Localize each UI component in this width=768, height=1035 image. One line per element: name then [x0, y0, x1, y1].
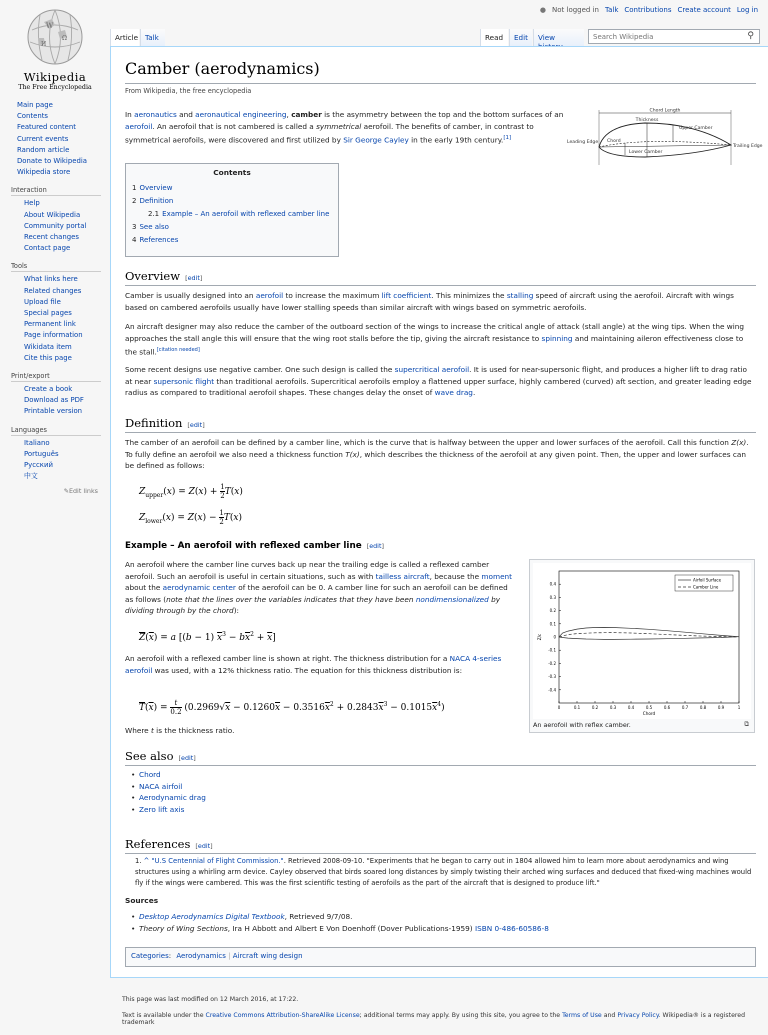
sidebar-item[interactable]: [14, 471, 110, 482]
sidebar-interaction: [11, 186, 110, 254]
legend-entry: Camber Line: [693, 584, 719, 590]
sidebar-item[interactable]: [14, 330, 110, 341]
svg-text:И: И: [41, 41, 47, 48]
edit-section-link[interactable]: edit: [369, 542, 382, 550]
tab-read[interactable]: Read: [480, 29, 508, 46]
sidebar-link[interactable]: Community portal: [24, 221, 87, 230]
puzzle-globe-icon: [24, 6, 86, 68]
overview-paragraph-3: Some recent designs use negative camber. One such design is called the supercritical aerofoil. It is used for near-supersonic flight, and produces a higher lift to drag ratio at near supersonic flight than traditional aerofoils. Supercritical aerofoils employ a flattened upper surface, highly cambered (curved) aft section, and greater leading edge radius as compared to traditional aerofoil shapes. These changes delay the onset of wave drag.: [125, 365, 752, 398]
sidebar-link[interactable]: Русский: [24, 461, 53, 470]
contributions-link[interactable]: Contributions: [624, 6, 672, 14]
y-tick-label: -0.4: [548, 687, 556, 693]
example-paragraph-3: Where t is the thickness ratio.: [125, 726, 235, 735]
x-tick-label: 0.2: [591, 705, 599, 710]
wikipedia-logo[interactable]: [10, 6, 100, 91]
interaction-heading: Interaction: [11, 186, 101, 196]
link-isbn[interactable]: ISBN 0-486-60586-8: [474, 923, 549, 933]
link-centennial-flight[interactable]: "U.S Centennial of Flight Commission.": [151, 857, 284, 865]
sidebar-link[interactable]: Cite this page: [24, 353, 72, 362]
last-modified: This page was last modified on 12 March 2016, at 17:22.: [122, 996, 299, 1003]
sidebar-item[interactable]: [14, 406, 110, 417]
tools-heading: Tools: [11, 262, 101, 272]
link-naca-4-series[interactable]: NACA 4-series aerofoil: [125, 654, 502, 675]
x-tick-label: 0.9: [717, 705, 725, 710]
definition-paragraph: The camber of an aerofoil can be defined by a camber line, which is the curve that is halfway between the upper and lower surfaces of the aerofoil. Call this function Z(x). To fully define an aerofoil we also need a thickness function T(x), which describes the thickness of the aerofoil at any given point. Then, the upper and lower surfaces can be defined as follows:: [125, 438, 749, 471]
category-aircraft-wing-design[interactable]: Aircraft wing design: [232, 952, 303, 960]
page-title: Camber (aerodynamics): [125, 59, 320, 78]
sidebar-item[interactable]: [14, 145, 110, 156]
sidebar-item[interactable]: [14, 308, 110, 319]
link-nondimensionalized[interactable]: nondimensionalized: [415, 594, 489, 604]
print-heading: Print/export: [11, 372, 101, 382]
y-tick-label: 0.2: [549, 608, 556, 614]
x-tick-label: 0.1: [573, 705, 581, 710]
sidebar-item[interactable]: [14, 198, 110, 209]
sidebar-item[interactable]: [14, 232, 110, 243]
list-item[interactable]: • NACA airfoil: [131, 781, 206, 793]
not-logged-in: Not logged in: [552, 6, 599, 14]
languages-heading: Languages: [11, 426, 101, 436]
sidebar-link[interactable]: Random article: [17, 145, 70, 154]
x-tick-label: 0.3: [609, 705, 617, 710]
sidebar-link[interactable]: Contents: [17, 112, 48, 121]
x-tick-label: 0.5: [645, 705, 653, 710]
reflex-camber-figure[interactable]: [529, 559, 755, 733]
tab-view-history[interactable]: View: [533, 29, 584, 46]
sidebar-item[interactable]: [14, 134, 110, 145]
tagline: The Free Encyclopedia: [18, 84, 92, 91]
sidebar-link[interactable]: Wikipedia store: [17, 168, 71, 177]
y-tick-label: 0.3: [549, 594, 556, 600]
sidebar-link[interactable]: Special pages: [24, 309, 72, 318]
edit-section-link[interactable]: edit: [197, 842, 211, 850]
sidebar-link[interactable]: Contact page: [24, 244, 71, 253]
edit-section-link[interactable]: edit: [189, 421, 203, 429]
overview-paragraph-1: Camber is usually designed into an aerofoil to increase the maximum lift coefficient. This minimizes the stalling speed of aircraft using the aerofoil. Aircraft with wings based on cambered aerofoils usually have lower stalling speeds than similar aircraft with wings based on symmetric aerofoils.: [125, 291, 734, 312]
categories-link[interactable]: Categories: [131, 952, 169, 960]
edit-section-link[interactable]: edit: [181, 754, 194, 762]
y-tick-label: 0: [553, 634, 556, 640]
link-moment[interactable]: moment: [481, 571, 513, 581]
sidebar-item[interactable]: [14, 438, 110, 449]
sidebar-link[interactable]: Recent changes: [24, 233, 79, 242]
list-item: • Desktop Aerodynamics Digital Textbook, Retrieved 9/7/08.: [131, 911, 756, 923]
sidebar-link[interactable]: Upload file: [24, 297, 61, 306]
list-item: • Theory of Wing Sections, Ira H Abbott and Albert E Von Doenhoff (Dover Publications-1959) ISBN 0-486-60586-8: [131, 923, 756, 935]
table-of-contents: [125, 163, 339, 257]
references-heading: References [edit]: [125, 837, 756, 854]
y-tick-label: -0.3: [548, 674, 556, 680]
definition-heading: Definition [edit]: [125, 416, 756, 433]
search-icon[interactable]: ⚲: [747, 31, 754, 41]
y-tick-label: 0.4: [549, 581, 556, 587]
link-aeronautics[interactable]: aeronautics: [134, 110, 177, 119]
camber-diagram[interactable]: [565, 105, 763, 171]
x-tick-label: 0.4: [627, 705, 635, 710]
toc-item[interactable]: 4 References: [132, 236, 179, 244]
sidebar-item[interactable]: [14, 286, 110, 297]
sidebar-link[interactable]: Featured content: [17, 123, 76, 132]
category-aerodynamics[interactable]: Aerodynamics: [176, 952, 226, 960]
link-stalling[interactable]: stalling: [506, 291, 534, 300]
wordmark: Wikipedia: [23, 70, 87, 84]
y-tick-label: -0.2: [548, 660, 556, 666]
tab-article[interactable]: Article: [110, 29, 139, 46]
tab-edit[interactable]: Edit: [509, 29, 532, 46]
pencil-icon: ✎: [63, 487, 69, 496]
link-tailless-aircraft[interactable]: tailless aircraft: [375, 571, 430, 581]
sidebar-link[interactable]: Donate to Wikipedia: [17, 157, 87, 166]
reference-1: 1. ^ "U.S Centennial of Flight Commission.". Retrieved 2008-09-10. "Experiments that he began to carry out in 1804 allowed him to learn more about aerodynamics and wing structures using a whirling arm device. Cayley observed that birds soared long distances by simply twisting their arched wing surfaces and deduced that fixed-wing machines would fly if the wings were cambered. This was the first scientific testing of aerofoils as the part of the aircraft that is designed to produce lift.": [135, 857, 752, 887]
diagram-upper-camber: Upper Camber: [679, 126, 713, 131]
sidebar-link[interactable]: Create a book: [24, 385, 73, 394]
sidebar-item[interactable]: [14, 297, 110, 308]
equation-camber-line: $\overline{Z}(\overline{x}) = a$ [(b − 1) $\overline{x}^3 - b\overline{x}^2 + \overline{x}$]: [139, 631, 276, 643]
category-links: Categories: Aerodynamics | Aircraft wing design: [125, 947, 756, 967]
sidebar-link[interactable]: About Wikipedia: [24, 210, 81, 219]
reflex-camber-chart: [533, 563, 751, 719]
sources-heading: Sources: [125, 896, 159, 905]
sidebar-print: [11, 372, 110, 418]
sidebar-item[interactable]: [14, 384, 110, 395]
y-tick-label: -0.1: [548, 647, 556, 653]
create-account-link[interactable]: Create account: [677, 6, 731, 14]
sidebar-item[interactable]: [14, 221, 110, 232]
toc-title: Contents: [213, 168, 251, 177]
link-aerodynamic-center[interactable]: aerodynamic center: [162, 583, 236, 593]
list-item[interactable]: • Chord: [131, 769, 206, 781]
overview-heading: Overview [edit]: [125, 269, 756, 286]
link-wave-drag[interactable]: wave drag: [434, 388, 473, 398]
toc-item[interactable]: 2 Definition: [132, 197, 174, 205]
search-input[interactable]: [588, 29, 760, 44]
toc-item[interactable]: 3 See also: [132, 223, 169, 231]
user-icon: ●: [539, 6, 547, 14]
ref-backlink[interactable]: ^: [143, 857, 150, 865]
example-paragraph-2: An aerofoil with a reflexed camber line is shown at right. The thickness distribution for a NACA 4-series aerofoil was used, with a 12% thickness ratio. The equation for this thickness distribution is:: [125, 654, 502, 675]
sidebar-link[interactable]: Wikidata item: [24, 342, 72, 351]
sidebar-item[interactable]: [14, 460, 110, 471]
citation-needed-link[interactable]: [citation needed]: [156, 347, 200, 354]
site-sub: From Wikipedia, the free encyclopedia: [125, 87, 252, 95]
link-aeronautical-engineering[interactable]: aeronautical engineering: [195, 110, 287, 119]
ref-1-link[interactable]: [1]: [503, 135, 512, 142]
diagram-lower-camber: Lower Camber: [629, 150, 663, 155]
sidebar-item[interactable]: [14, 243, 110, 254]
sources-list: [131, 911, 756, 934]
link-supercritical-aerofoil[interactable]: supercritical aerofoil: [394, 365, 470, 374]
x-tick-label: 0: [557, 705, 561, 710]
sidebar-item[interactable]: [14, 395, 110, 406]
edit-links[interactable]: ✎Edit links: [63, 487, 98, 496]
sidebar-item[interactable]: [14, 156, 110, 167]
sidebar-item[interactable]: [14, 342, 110, 353]
sidebar-item[interactable]: [14, 353, 110, 364]
sidebar-link[interactable]: Help: [24, 199, 40, 208]
footer: [122, 996, 762, 1035]
equation-z-upper: $Z_{upper}(x) = Z(x) + 1$ 2 T(x): [139, 483, 243, 500]
sidebar-link[interactable]: Português: [24, 449, 59, 458]
license-text: Text is available under the Creative Commons Attribution-ShareAlike License; additional terms may apply. By using this site, you agree to the Terms of Use and Privacy Policy. Wikipedia® is a registered trademark: [122, 1012, 746, 1026]
content-area: [110, 46, 768, 978]
list-item[interactable]: • Aerodynamic drag: [131, 792, 206, 804]
sidebar-link[interactable]: Main page: [17, 101, 53, 109]
sidebar: [0, 100, 110, 503]
link-aerofoil[interactable]: aerofoil: [125, 121, 153, 131]
talk-link[interactable]: Talk: [604, 6, 619, 14]
tab-talk[interactable]: Talk: [140, 29, 165, 46]
overview-paragraph-2: An aircraft designer may also reduce the camber of the outboard section of the wings to increase the critical angle of attack (stall angle) at the wing tips. When the wing approaches the stall angle this will ensure that the wing root stalls before the tip, giving the aircraft resistance to spinning and maintaining aileron effectiveness close to the stall.[citation needed]: [125, 322, 745, 357]
x-tick-label: 0.7: [681, 705, 689, 710]
sidebar-item[interactable]: [14, 167, 110, 178]
sidebar-item[interactable]: [14, 100, 110, 111]
toc-item[interactable]: 2.1 Example – An aerofoil with reflexed camber line: [148, 210, 330, 218]
list-item[interactable]: • Zero lift axis: [131, 804, 206, 816]
diagram-chord: Chord: [607, 139, 621, 144]
sidebar-link[interactable]: Current events: [17, 134, 69, 143]
y-axis-label: Z/c: [537, 633, 542, 641]
see-also-list: [131, 769, 206, 815]
link-lift-coefficient[interactable]: lift coefficient: [381, 291, 432, 300]
enlarge-icon[interactable]: ⧉: [744, 720, 749, 728]
sidebar-link[interactable]: Italiano: [24, 438, 50, 447]
sidebar-link[interactable]: Permanent link: [24, 320, 76, 329]
x-axis-label: Chord: [642, 711, 656, 716]
diagram-trailing-edge: Trailing Edge: [733, 144, 763, 149]
equation-thickness: $\overline{T}(\overline{x}) = \frac{t}{0.2}$ $(0.2969√x - 0.1260\overline{x} - 0.3516\overline{x}^2 + 0.2843\overline{x}^3 - 0.1015\overline{x}^4)$: [139, 699, 445, 716]
sidebar-item[interactable]: [14, 111, 110, 122]
sidebar-item[interactable]: [14, 210, 110, 221]
personal-tools: [540, 6, 758, 14]
sidebar-link[interactable]: Download as PDF: [24, 396, 84, 405]
sidebar-item[interactable]: [14, 449, 110, 460]
sidebar-link[interactable]: What links here: [24, 275, 78, 284]
link-george-cayley[interactable]: Sir George Cayley: [343, 135, 409, 145]
sidebar-link[interactable]: Page information: [24, 331, 83, 340]
sidebar-item[interactable]: [14, 274, 110, 285]
equation-z-lower: $Z_{lower}(x) = Z(x) - 1$ 2 T(x): [139, 509, 242, 526]
link-spinning[interactable]: spinning: [541, 333, 573, 343]
x-tick-label: 1: [737, 705, 741, 710]
diagram-chord-length: Chord Length: [649, 108, 681, 114]
link-terms[interactable]: Terms of Use: [562, 1012, 602, 1019]
sidebar-link[interactable]: Printable version: [24, 407, 83, 416]
sidebar-link[interactable]: Related changes: [24, 286, 82, 295]
svg-text:Ω: Ω: [62, 35, 67, 42]
sidebar-navigation: [14, 100, 110, 178]
link-desktop-aerodynamics[interactable]: Desktop Aerodynamics Digital Textbook: [139, 912, 285, 921]
link-aerofoil[interactable]: aerofoil: [255, 291, 284, 300]
x-tick-label: 0.8: [699, 705, 707, 710]
diagram-leading-edge: Leading Edge: [567, 140, 599, 145]
figure-caption: An aerofoil with reflex camber. ⧉: [533, 720, 749, 729]
diagram-thickness: Thickness: [635, 118, 659, 123]
sidebar-tools: [11, 262, 110, 364]
sidebar-languages: [11, 425, 110, 496]
sidebar-link[interactable]: 中文: [24, 472, 38, 481]
link-supersonic-flight[interactable]: supersonic flight: [153, 376, 215, 386]
legend-entry: Airfoil Surface: [693, 577, 722, 583]
intro-paragraph: In aeronautics and aeronautical engineering, camber is the asymmetry between the top and the bottom surfaces of an aerofoil. An aerofoil that is not cambered is called a symmetrical aerofoil. The benefits of camber, in contrast to symmetrical aerofoils, were discovered and first utilized by Sir George Cayley in the early 19th century.[1]: [125, 110, 564, 145]
example-paragraph-1: An aerofoil where the camber line curves back up near the trailing edge is called a reflexed camber aerofoil. Such an aerofoil is useful in certain situations, such as with tailless aircraft, because the moment about the aerodynamic center of the aerofoil can be 0. A camber line for such an aerofoil can be defined as follows (note that the lines over the variables indicates that they have been nondimensionalized by dividing through by the chord):: [125, 560, 513, 616]
y-tick-label: 0.1: [549, 621, 556, 627]
link-privacy[interactable]: Privacy Policy: [617, 1012, 659, 1019]
x-tick-label: 0.6: [663, 705, 671, 710]
link-cc-license[interactable]: Creative Commons Attribution-ShareAlike License: [205, 1012, 360, 1019]
svg-text:W: W: [46, 22, 54, 30]
sidebar-item[interactable]: [14, 319, 110, 330]
see-also-heading: See also [edit]: [125, 749, 756, 766]
example-heading: Example – An aerofoil with reflexed camber line [edit]: [125, 541, 384, 551]
edit-section-link[interactable]: edit: [187, 274, 200, 282]
login-link[interactable]: Log in: [736, 6, 758, 14]
sidebar-item[interactable]: [14, 122, 110, 133]
toc-item[interactable]: 1 Overview: [132, 184, 173, 192]
